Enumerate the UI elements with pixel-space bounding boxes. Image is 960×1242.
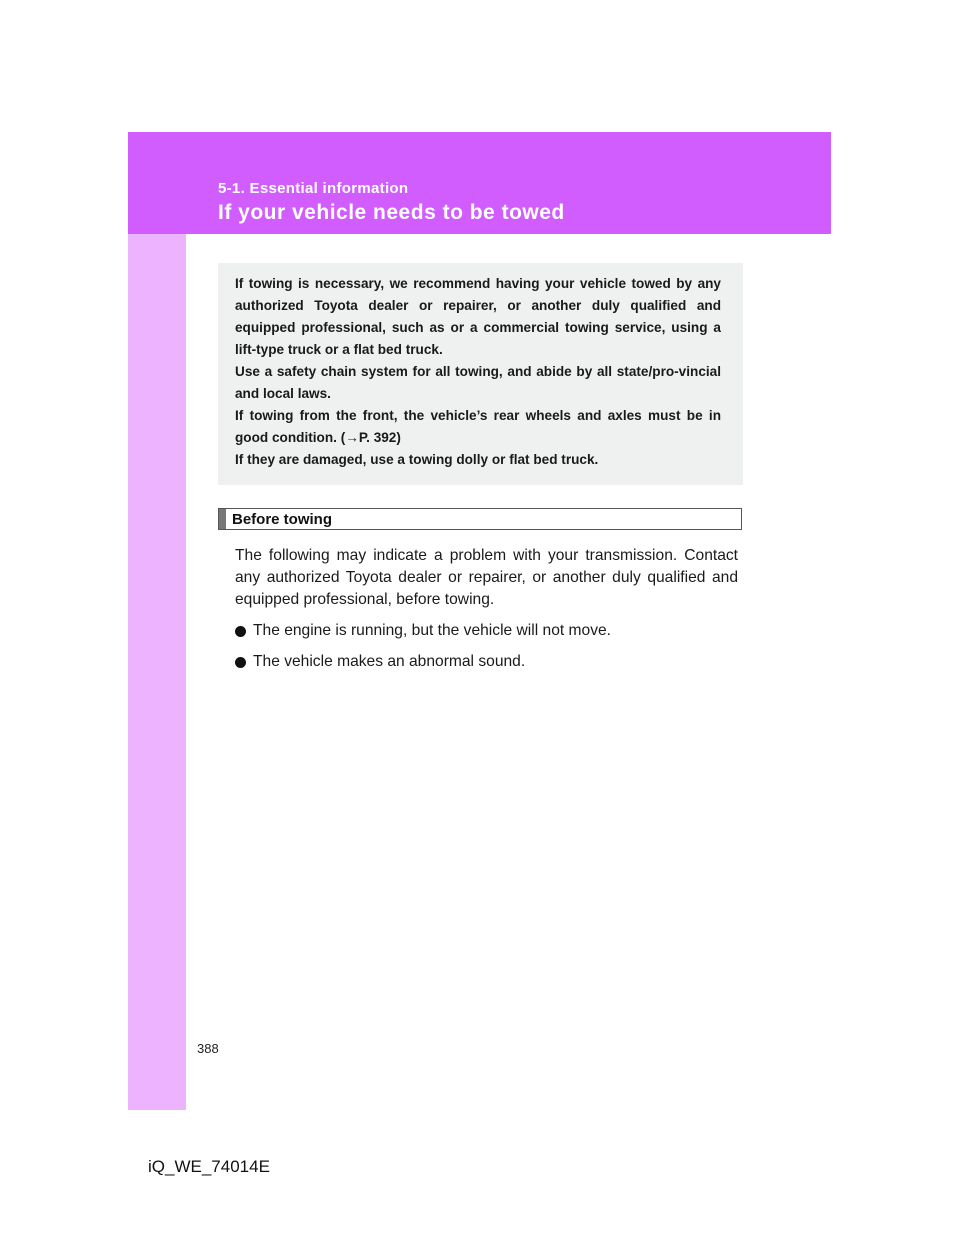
document-code: iQ_WE_74014E xyxy=(148,1157,270,1176)
intro-box xyxy=(218,263,743,485)
bullet-list xyxy=(235,620,738,682)
section-label: 5-1. Essential information xyxy=(218,180,409,197)
before-towing-heading xyxy=(218,508,742,530)
list-item-text: The engine is running, but the vehicle will not move. xyxy=(253,622,611,639)
page-title: If your vehicle needs to be towed xyxy=(218,201,565,224)
heading-marker xyxy=(219,509,226,529)
body-paragraph: The following may indicate a problem with your transmission. Contact any authorized Toyota dealer or repairer, or another duly qualified and equipped professional, before towing. xyxy=(235,547,738,608)
intro-paragraph: If towing is necessary, we recommend having your vehicle towed by any authorized Toyota dealer or repairer, or another duly qualified and equipped professional, such as or a commercial towing service, using a lift-type truck or a flat bed truck. xyxy=(235,276,721,357)
intro-paragraph: If towing from the front, the vehicle’s rear wheels and axles must be in good condition. (→P. 392) xyxy=(235,408,721,445)
bullet-icon xyxy=(235,657,246,668)
side-band xyxy=(128,234,186,1110)
bullet-icon xyxy=(235,626,246,637)
list-item xyxy=(235,620,738,642)
intro-paragraph: If they are damaged, use a towing dolly or flat bed truck. xyxy=(235,452,599,467)
list-item-text: The vehicle makes an abnormal sound. xyxy=(253,653,526,670)
list-item xyxy=(235,651,738,673)
page-number: 388 xyxy=(197,1041,219,1056)
intro-paragraph: Use a safety chain system for all towing, and abide by all state/pro-vincial and local laws. xyxy=(235,364,721,401)
heading-label: Before towing xyxy=(232,510,332,528)
